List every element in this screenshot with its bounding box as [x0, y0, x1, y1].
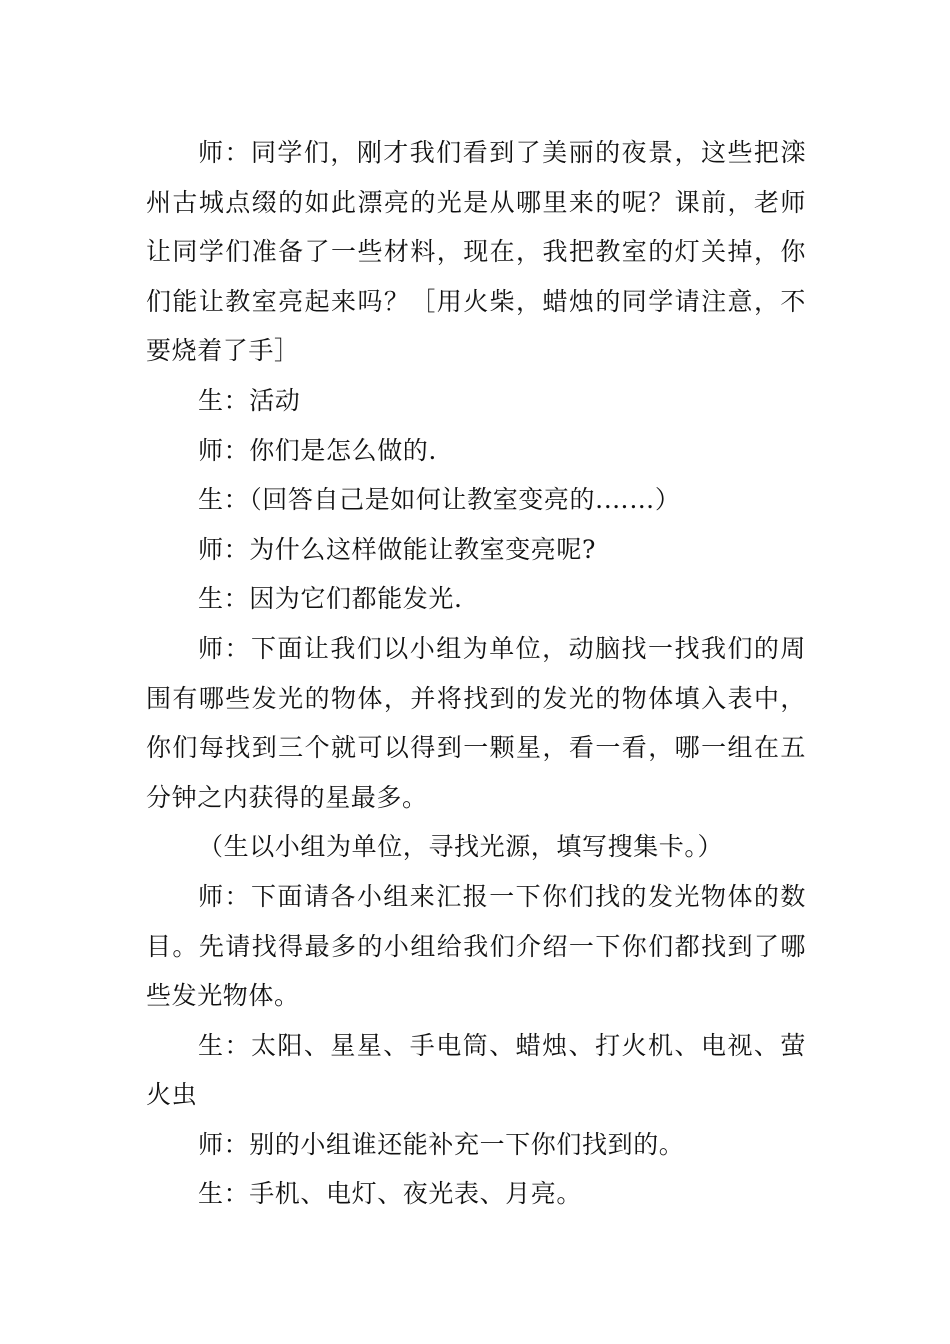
document-body [146, 128, 806, 1219]
paragraph-6: 生：因为它们都能发光. [198, 584, 463, 614]
paragraph-1: 师：同学们，刚才我们看到了美丽的夜景，这些把滦州古城点缀的如此漂亮的光是从哪里来的呢？课前，老师让同学们准备了一些材料，现在，我把教室的灯关掉，你们能让教室亮起来吗？［用火柴，蜡烛的同学请注意，不要烧着了手］ [146, 138, 806, 366]
paragraph-2: 生：活动 [198, 385, 301, 415]
paragraph-4: 生：（回答自己是如何让教室变亮的.……） [198, 485, 681, 515]
paragraph-10: 生：太阳、星星、手电筒、蜡烛、打火机、电视、萤火虫 [146, 1030, 806, 1110]
paragraph-9: 师：下面请各小组来汇报一下你们找的发光物体的数目。先请找得最多的小组给我们介绍一下你们都找到了哪些发光物体。 [146, 881, 806, 1011]
paragraph-5: 师：为什么这样做能让教室变亮呢? [198, 534, 597, 564]
paragraph-12: 生：手机、电灯、夜光表、月亮。 [198, 1179, 583, 1209]
paragraph-8: （生以小组为单位，寻找光源，填写搜集卡。） [198, 832, 724, 862]
paragraph-11: 师：别的小组谁还能补充一下你们找到的。 [198, 1129, 685, 1159]
paragraph-3: 师：你们是怎么做的. [198, 435, 437, 465]
paragraph-7: 师：下面让我们以小组为单位，动脑找一找我们的周围有哪些发光的物体，并将找到的发光的物体填入表中，你们每找到三个就可以得到一颗星，看一看，哪一组在五分钟之内获得的星最多。 [146, 633, 806, 812]
